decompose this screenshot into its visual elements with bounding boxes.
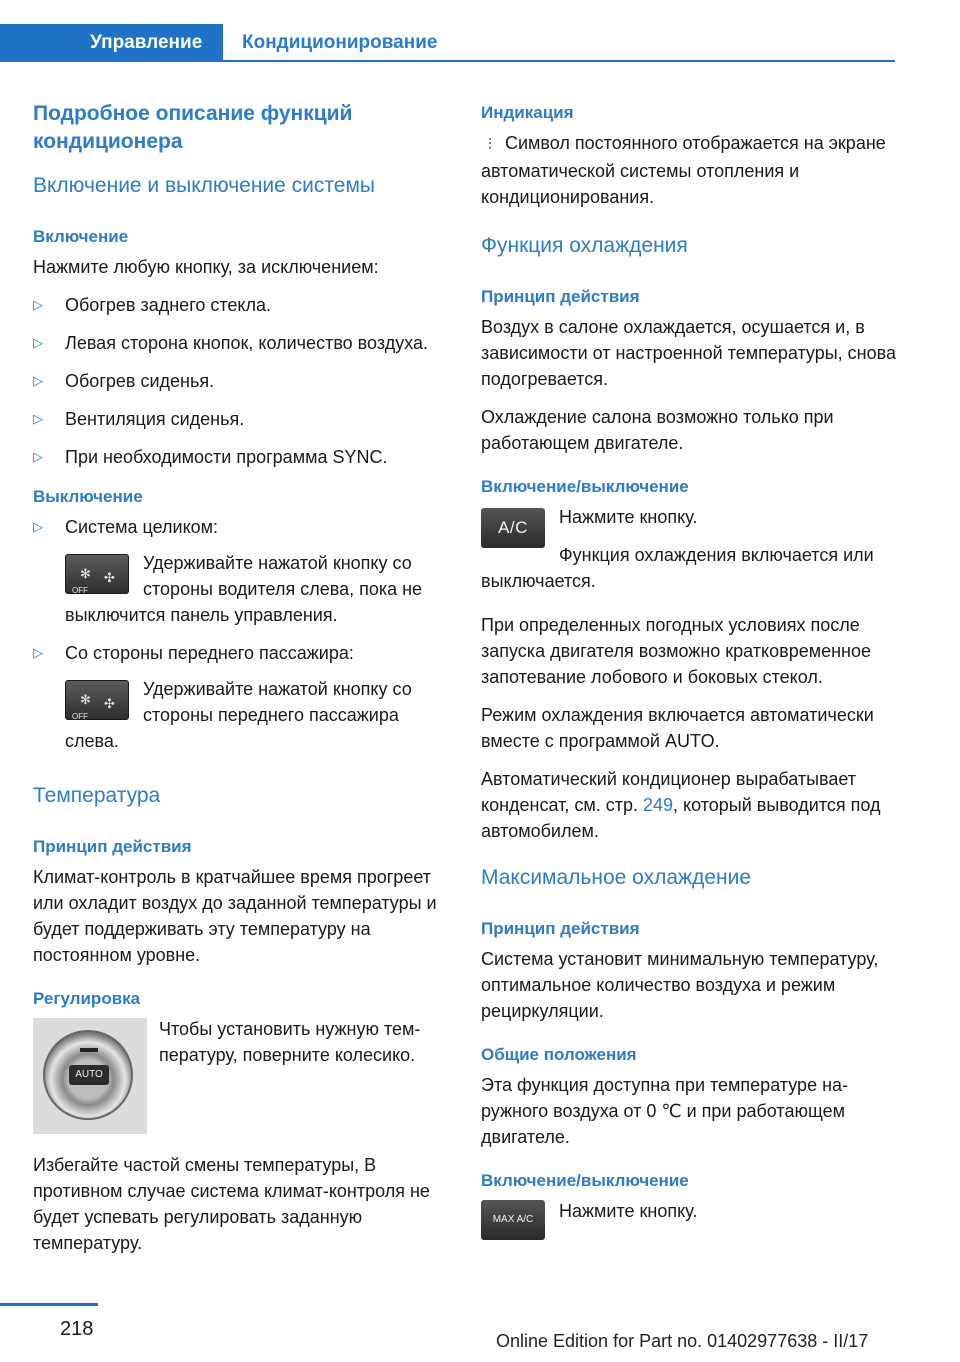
bullet-triangle-icon: ▷: [33, 645, 43, 660]
temperature-dial-image: [33, 1018, 147, 1134]
subheading-on: Включение: [33, 227, 129, 246]
temp-principle-text: Климат-контроль в кратчайшее время прогреет или охладит воздух до заданной температуры и будет поддерживать эту температуру на постоянном уровне.: [33, 867, 437, 965]
cool-press: Нажмите кнопку.: [559, 507, 698, 527]
bullet-triangle-icon: ▷: [33, 297, 43, 312]
fan-icon: ✻: [80, 566, 91, 581]
footer-rule: [0, 1303, 98, 1306]
subheading-max-onoff: Включение/выключение: [481, 1171, 689, 1190]
subheading-cool-onoff: Включение/выключение: [481, 477, 689, 496]
on-intro: Нажмите любую кнопку, за исключением:: [33, 257, 379, 277]
subheading-temp-principle: Принцип действия: [33, 837, 192, 856]
edition-note: Online Edition for Part no. 01402977638 - II/17: [496, 1331, 869, 1351]
section-heading-temperature: Температура: [33, 784, 161, 807]
header-tab-control[interactable]: Управление: [0, 24, 223, 62]
indication-text: ⫶ Символ постоянного отображается на экране автоматической системы отопления и кондиционирования.: [481, 133, 886, 207]
list-item: ▷ Левая сторона кнопок, количество воздуха.: [33, 330, 453, 356]
cool-text-2: Охлаждение салона возможно только при работающем двигателе.: [481, 407, 834, 453]
temp-note: Избегайте частой смены температуры, В противном случае система климат-контроля не будет успевать регулировать заданную температуру.: [33, 1155, 430, 1253]
list-item: ▷ Обогрев сиденья.: [33, 368, 453, 394]
subheading-off: Выключение: [33, 487, 143, 506]
bullet-triangle-icon: ▷: [33, 335, 43, 350]
cool-text-5: Автоматический кондиционер вырабатывает конденсат, см. стр. 249, который выводится под автомобилем.: [481, 769, 881, 841]
bullet-triangle-icon: ▷: [33, 519, 43, 534]
subheading-indication: Индикация: [481, 103, 574, 122]
right-column: [481, 100, 897, 1246]
cool-toggle: Функция охлаждения включается или выключается.: [481, 545, 874, 591]
max-press: Нажмите кнопку.: [559, 1201, 698, 1221]
list-item: ▷ При необходимости программа SYNC.: [33, 444, 453, 470]
page-number: 218: [60, 1318, 94, 1340]
off-list: [33, 514, 453, 754]
temp-adjust-text: Чтобы установить нужную температуру, поверните колесико.: [159, 1019, 421, 1065]
max-ac-button-image: MAX A/C: [481, 1200, 545, 1240]
list-item: ▷ Со стороны переднего пассажира: ✻ ✣ OFF Удерживайте нажатой кнопку со стороны переднего пассажира слева.: [33, 640, 453, 754]
subheading-temp-adjust: Регулировка: [33, 989, 141, 1008]
subheading-cool-principle: Принцип действия: [481, 287, 640, 306]
fan-icon: ✣: [104, 696, 115, 711]
section-heading-on-off: Включение и выключение системы: [33, 174, 375, 197]
cool-text-4: Режим охлаждения включается автоматически вместе с программой AUTO.: [481, 705, 874, 751]
ac-block: [481, 504, 897, 606]
page-title: Подробное описание функций кондиционера: [33, 102, 353, 153]
temp-adjust-block: [33, 1016, 453, 1142]
cool-text-1: Воздух в салоне охлаждается, осушается и, в зависимости от настроенной температуры, снова подогревается.: [481, 317, 896, 389]
page-link-249[interactable]: 249: [642, 795, 674, 815]
max-ac-block: [481, 1198, 897, 1246]
max-text: Система установит минимальную температуру, оптимальное количество воздуха и режим рециркуляции.: [481, 949, 879, 1021]
bullet-triangle-icon: ▷: [33, 449, 43, 464]
section-heading-cooling: Функция охлаждения: [481, 234, 688, 257]
fan-off-button-image: ✻ ✣ OFF: [65, 680, 129, 720]
minus-icon: [80, 1048, 98, 1052]
list-item: ▷ Обогрев заднего стекла.: [33, 292, 453, 318]
bullet-triangle-icon: ▷: [33, 373, 43, 388]
ac-button-image: A/C: [481, 508, 545, 548]
subheading-max-principle: Принцип действия: [481, 919, 640, 938]
list-item: ▷ Вентиляция сиденья.: [33, 406, 453, 432]
header-section-title: Кондиционирование: [242, 32, 438, 53]
bullet-triangle-icon: ▷: [33, 411, 43, 426]
fan-icon: ✻: [80, 692, 91, 707]
left-column: [33, 100, 453, 1268]
list-item: ▷ Система целиком: ✻ ✣ OFF Удерживайте нажатой кнопку со стороны водителя слева, пока не выключится панель управления.: [33, 514, 453, 628]
on-exceptions-list: [33, 292, 453, 470]
fan-icon: ✣: [104, 570, 115, 585]
section-heading-max-cooling: Максимальное охлаждение: [481, 866, 752, 889]
max-general-text: Эта функция доступна при температуре наружного воздуха от 0 ℃ и при работающем двигателе.: [481, 1075, 849, 1147]
auto-button-image: AUTO: [69, 1065, 109, 1085]
cool-text-3: При определенных погодных условиях после запуска двигателя возможно кратковременное запотевание лобового и боковых стекол.: [481, 615, 872, 687]
header-rule: [223, 60, 895, 62]
fan-off-button-image: ✻ ✣ OFF: [65, 554, 129, 594]
defrost-symbol-icon: ⫶: [488, 136, 492, 153]
subheading-max-general: Общие положения: [481, 1045, 637, 1064]
